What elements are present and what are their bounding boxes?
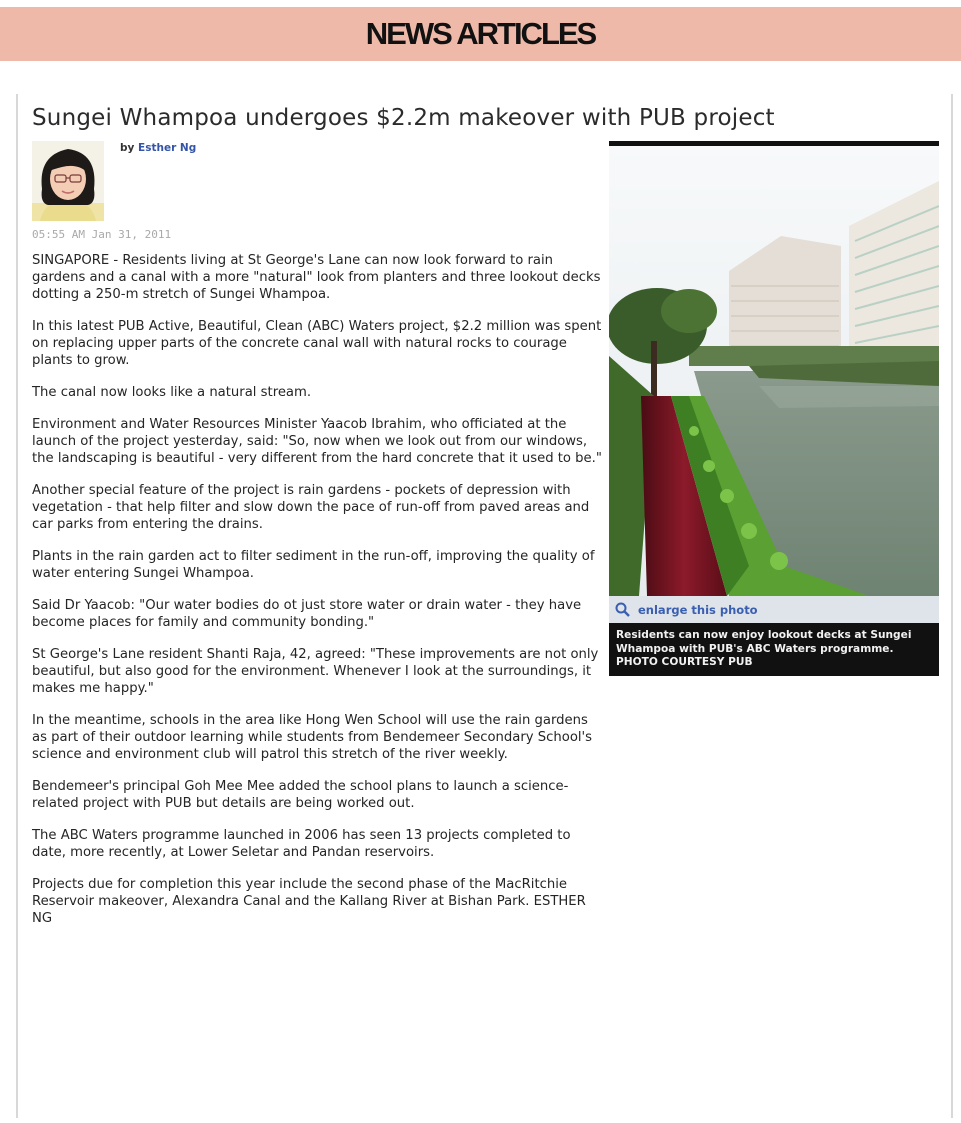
- article-paragraph: In the meantime, schools in the area like Hong Wen School will use the rain gardens as part of their outdoor learning while students from Bendemeer Secondary School's science and environment club will patrol this stretch of the river weekly.: [32, 713, 593, 762]
- article-paragraph: Bendemeer's principal Goh Mee Mee added the school plans to launch a science-related project with PUB but details are being worked out.: [32, 779, 569, 811]
- article-paragraph: Another special feature of the project is rain gardens - pockets of depression with vegetation - that help filter and slow down the pace of run-off from paved areas and car parks from entering the drains.: [32, 483, 590, 532]
- article-headline: Sungei Whampoa undergoes $2.2m makeover with PUB project: [32, 105, 775, 131]
- byline: [120, 142, 196, 154]
- article-timestamp: 05:55 AM Jan 31, 2011: [32, 228, 172, 241]
- article-paragraph: Environment and Water Resources Minister Yaacob Ibrahim, who officiated at the launch of the project yesterday, said: "So, now when we look out from our windows, the landscaping is beautiful - very different from the hard concrete that it used to be.": [32, 417, 602, 466]
- canal-photo[interactable]: [609, 146, 939, 596]
- article-paragraph: In this latest PUB Active, Beautiful, Clean (ABC) Waters project, $2.2 million was spent on replacing upper parts of the concrete canal wall with natural rocks to courage plants to grow.: [32, 319, 602, 368]
- author-link[interactable]: Esther Ng: [138, 142, 197, 154]
- author-photo: [32, 141, 104, 221]
- article-photo-box: [609, 141, 939, 676]
- news-articles-banner: [0, 7, 961, 61]
- enlarge-photo-link[interactable]: enlarge this photo: [638, 602, 758, 617]
- article-paragraph: St George's Lane resident Shanti Raja, 42, agreed: "These improvements are not only beautiful, but also good for the environment. Whenever I look at the surroundings, it makes me happy.": [32, 647, 599, 696]
- article-paragraph: Projects due for completion this year include the second phase of the MacRitchie Reservoir makeover, Alexandra Canal and the Kallang River at Bishan Park. ESTHER NG: [32, 877, 586, 926]
- byline-prefix: by: [120, 142, 135, 154]
- magnifier-icon: [615, 602, 630, 617]
- article-body: [32, 252, 606, 942]
- article-paragraph: SINGAPORE - Residents living at St George's Lane can now look forward to rain gardens and a canal with a more "natural" look from planters and three lookout decks dotting a 250-m stretch of Sungei Whampoa.: [32, 253, 601, 302]
- photo-caption: Residents can now enjoy lookout decks at Sungei Whampoa with PUB's ABC Waters programme. PHOTO COURTESY PUB: [609, 623, 939, 676]
- enlarge-photo-bar[interactable]: [609, 596, 939, 623]
- article-paragraph: The ABC Waters programme launched in 2006 has seen 13 projects completed to date, more recently, at Lower Seletar and Pandan reservoirs.: [32, 828, 571, 860]
- article-paragraph: Plants in the rain garden act to filter sediment in the run-off, improving the quality of water entering Sungei Whampoa.: [32, 549, 595, 581]
- banner-title: NEWS ARTICLES: [365, 16, 596, 51]
- article-paragraph: The canal now looks like a natural stream.: [32, 385, 312, 400]
- article-paragraph: Said Dr Yaacob: "Our water bodies do ot just store water or drain water - they have become places for family and community bonding.": [32, 598, 582, 630]
